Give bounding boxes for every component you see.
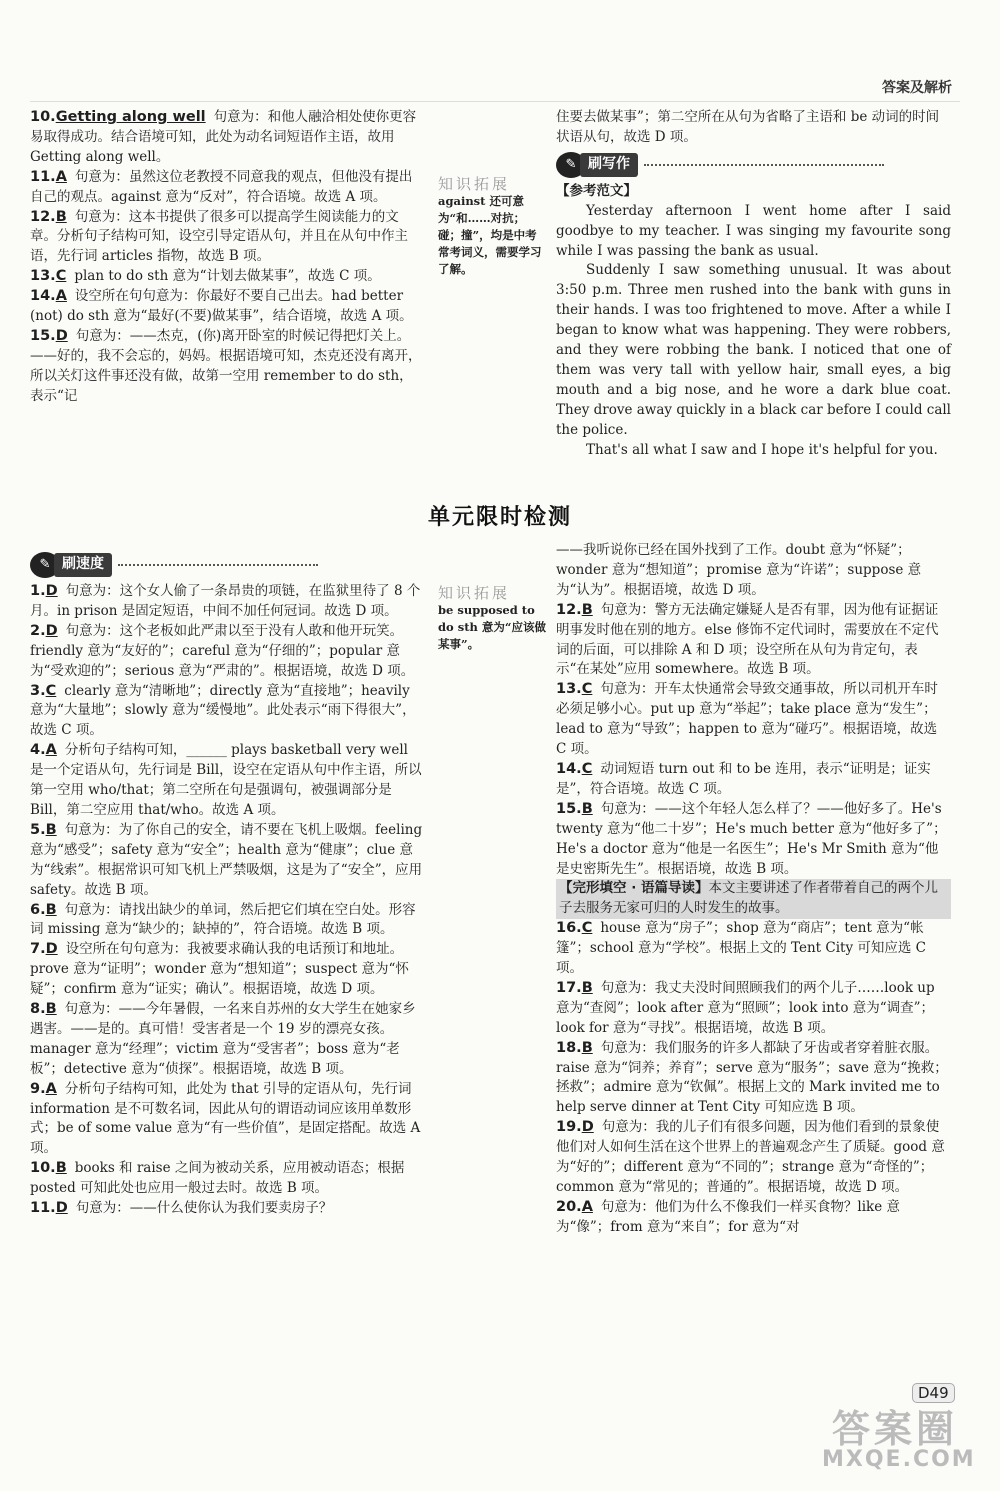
item-answer: B bbox=[55, 1160, 67, 1177]
item-answer: B bbox=[45, 821, 57, 838]
knowledge-title: 知识拓展 bbox=[438, 584, 511, 602]
item-number: 17. bbox=[556, 979, 582, 996]
item-explanation: plan to do sth 意为“计划去做某事”，故选 C 项。 bbox=[74, 268, 381, 285]
watermark-url: MXQE.COM bbox=[822, 1447, 976, 1472]
item-explanation: clearly 意为“清晰地”；directly 意为“直接地”；heavily 意为“大量地”；slowly 意为“缓慢地”。此处表示“雨下得很大”，故选 C 项。 bbox=[30, 682, 416, 739]
essay-paragraph: That's all what I saw and I hope it's helpful for you. bbox=[586, 441, 938, 458]
answer-item bbox=[556, 680, 951, 760]
item-answer: B bbox=[55, 208, 67, 225]
item-number: 13. bbox=[30, 268, 56, 285]
dotted-rule bbox=[118, 564, 318, 566]
answer-item bbox=[556, 919, 951, 979]
item-explanation: 分析句子结构可知，此处为 that 引导的定语从句，先行词 information 是不可数名词，因此从句的谓语动词应该用单数形式；be of some value 意为“有一些价值”，是固定搭配。故选 A 项。 bbox=[30, 1080, 421, 1157]
item-explanation: 句意为：——今年暑假，一名来自苏州的女大学生在她家乡遇害。——是的。真可惜！受害者是一个 19 岁的漂亮女孩。manager 意为“经理”；victim 意为“受害者”；boss 意为“老板”；detective 意为“侦探”。根据语境，故选 B 项。 bbox=[30, 1001, 416, 1077]
answer-item bbox=[556, 760, 951, 800]
answer-item bbox=[30, 821, 425, 901]
header-divider bbox=[30, 101, 960, 102]
bottom-right-items-b bbox=[556, 919, 951, 1238]
item-explanation: 句意为：请找出缺少的单词，然后把它们填在空白处。形容词 missing 意为“缺少的；缺掉的”，符合语境。故选 B 项。 bbox=[30, 901, 416, 938]
answer-item bbox=[30, 682, 425, 742]
item-number: 6. bbox=[30, 901, 46, 918]
item-answer: D bbox=[55, 327, 68, 344]
item-explanation: 句意为：这本书提供了很多可以提高学生阅读能力的文章。分析句子结构可知，设空引导定语从句，并且在从句中作主语，先行词 articles 指物，故选 B 项。 bbox=[30, 208, 408, 265]
item-explanation: 设空所在句句意为：我被要求确认我的电话预订和地址。prove 意为“证明”；wonder 意为“想知道”；suspect 意为“怀疑”；confirm 意为“证实；确认”。根据语境，故选 D 项。 bbox=[30, 941, 409, 998]
item-explanation: 动词短语 turn out 和 to be 连用，表示“证明是；证实是”，符合语境。故选 C 项。 bbox=[556, 760, 931, 797]
item-number: 19. bbox=[556, 1119, 582, 1136]
answer-item bbox=[30, 208, 425, 268]
writing-badge-label: 刷写作 bbox=[580, 153, 638, 177]
item-answer: A bbox=[55, 168, 67, 185]
item-answer: C bbox=[581, 920, 593, 937]
item-explanation: books 和 raise 之间为被动关系，应用被动语态；根据 posted 可知此处也应用一般过去时。故选 B 项。 bbox=[30, 1160, 405, 1197]
item-explanation: house 意为“房子”；shop 意为“商店”；tent 意为“帐篷”；school 意为“学校”。根据上文的 Tent City 可知应选 C 项。 bbox=[556, 920, 927, 977]
model-essay bbox=[556, 202, 951, 461]
reference-label: 【参考范文】 bbox=[556, 182, 637, 199]
cloze-guide-text: 本文主要讲述了作者带着自己的两个儿子去服务无家可归的人时发生的故事。 bbox=[559, 880, 939, 917]
answer-item bbox=[30, 741, 425, 821]
bottom-left-items bbox=[30, 582, 425, 1219]
knowledge-text: against 还可意为“和……对抗；碰；撞”，均是中考常考词义，需要学习了解。 bbox=[438, 194, 542, 276]
item-answer: A bbox=[55, 288, 67, 305]
knowledge-box-top bbox=[438, 176, 546, 278]
answer-item bbox=[30, 267, 425, 287]
answer-item bbox=[30, 582, 425, 622]
watermark-logo: 答案圈 bbox=[832, 1407, 959, 1451]
item-number: 4. bbox=[30, 742, 46, 759]
answer-item bbox=[556, 1198, 951, 1238]
header-title: 答案及解析 bbox=[882, 80, 952, 96]
bottom-right-items-a bbox=[556, 601, 951, 880]
item-answer: B bbox=[45, 1001, 57, 1018]
item-number: 2. bbox=[30, 622, 46, 639]
answer-item bbox=[30, 622, 425, 682]
item-answer: A bbox=[45, 742, 57, 759]
knowledge-box-bottom bbox=[438, 585, 546, 653]
item-explanation: 句意为：为了你自己的安全，请不要在飞机上吸烟。feeling 意为“感受”；safety 意为“安全”；health 意为“健康”；clue 意为“线索”。根据常识可知飞机上严禁吸烟，这是为了“安全”，应用 safety。故选 B 项。 bbox=[30, 821, 423, 898]
item-explanation: 句意为：和他人融洽相处使你更容易取得成功。结合语境可知，此处为动名词短语作主语，故用 Getting along well。 bbox=[30, 109, 417, 165]
item-number: 14. bbox=[556, 760, 582, 777]
page-number: D49 bbox=[912, 1383, 955, 1403]
pencil-icon: ✎ bbox=[556, 152, 586, 178]
answer-item bbox=[30, 108, 425, 168]
item-answer: D bbox=[45, 622, 58, 639]
item-number: 12. bbox=[556, 601, 582, 618]
item-answer: B bbox=[581, 601, 593, 618]
item-answer: A bbox=[45, 1080, 57, 1097]
bottom-left-column bbox=[30, 548, 425, 1219]
item-explanation: 句意为：虽然这位老教授不同意我的观点，但他没有提出自己的观点。against 意为“反对”，符合语境。故选 A 项。 bbox=[30, 168, 413, 205]
answer-item bbox=[30, 287, 425, 327]
item-answer: C bbox=[581, 681, 593, 698]
item-number: 14. bbox=[30, 288, 56, 305]
answer-item bbox=[30, 1199, 425, 1219]
item-explanation: 句意为：——杰克，(你)离开卧室的时候记得把灯关上。——好的，我不会忘的，妈妈。根据语境可知，杰克还没有离开，所以关灯这件事还没有做，故第一空用 remember to do sth，表示“记 bbox=[30, 327, 422, 404]
item-explanation: 句意为：——这个年轻人怎么样了？——他好多了。He's twenty 意为“他二十岁”；He's much better 意为“他好多了”；He's a doctor 意为“他是一名医生”；He's Mr Smith 意为“他是史密斯先生”。根据语境，故选 B 项。 bbox=[556, 800, 947, 877]
cloze-guide bbox=[556, 879, 951, 919]
answer-item bbox=[30, 1000, 425, 1080]
item-number: 1. bbox=[30, 583, 46, 599]
item-answer: Getting along well bbox=[55, 109, 206, 125]
item-number: 16. bbox=[556, 920, 582, 937]
bottom-right-column bbox=[556, 541, 951, 1238]
answer-item bbox=[556, 979, 951, 1039]
item-answer: D bbox=[55, 1200, 68, 1217]
answer-item bbox=[556, 1039, 951, 1119]
item-number: 10. bbox=[30, 1160, 56, 1177]
item-number: 9. bbox=[30, 1080, 46, 1097]
item-explanation: 句意为：开车太快通常会导致交通事故，所以司机开车时必须足够小心。put up 意为“举起”；take place 意为“发生”；lead to 意为“导致”；happen to 意为“碰巧”。根据语境，故选 C 项。 bbox=[556, 681, 938, 758]
item-explanation: 分析句子结构可知，______ plays basketball very well 是一个定语从句，先行词是 Bill，设空在定语从句中作主语，所以第一空用 who/that；第二空所在句是强调句，被强调部分是 Bill，第二空应用 that/who。故选 A 项。 bbox=[30, 742, 422, 818]
writing-badge bbox=[556, 152, 884, 178]
top-right-column bbox=[556, 108, 951, 461]
pencil-icon: ✎ bbox=[30, 552, 60, 578]
cloze-guide-title: 【完形填空 · 语篇导读】 bbox=[559, 880, 709, 897]
item-explanation: 句意为：他们为什么不像我们一样买食物？like 意为“像”；from 意为“来自”；for 意为“对 bbox=[556, 1198, 901, 1235]
item-answer: B bbox=[581, 979, 593, 996]
item-answer: D bbox=[581, 1119, 594, 1136]
continuation-text: 住要去做某事”；第二空所在从句为省略了主语和 be 动词的时间状语从句，故选 D 项。 bbox=[556, 109, 940, 145]
item-number: 15. bbox=[30, 327, 56, 344]
speed-badge-label: 刷速度 bbox=[54, 553, 112, 577]
top-left-column bbox=[30, 108, 425, 407]
item-number: 20. bbox=[556, 1198, 582, 1215]
item-answer: C bbox=[581, 760, 593, 777]
item-explanation: 句意为：我丈夫没时间照顾我们的两个儿子……look up 意为“查阅”；look after 意为“照顾”；look into 意为“调查”；look for 意为“寻找”。根据语境，故选 B 项。 bbox=[556, 979, 935, 1036]
item-explanation: 句意为：我们服务的许多人都缺了牙齿或者穿着脏衣服。raise 意为“饲养；养育”；serve 意为“服务”；save 意为“挽救；拯救”；admire 意为“钦佩”。根据上文的 Mark invited me to help serve dinner at Tent City 可知应选 B 项。 bbox=[556, 1039, 948, 1116]
item-number: 13. bbox=[556, 681, 582, 698]
answer-item bbox=[556, 601, 951, 681]
item-number: 18. bbox=[556, 1039, 582, 1056]
continuation-text: ——我听说你已经在国外找到了工作。doubt 意为“怀疑”；wonder 意为“想知道”；promise 意为“许诺”；suppose 意为“认为”。根据语境，故选 D 项。 bbox=[556, 542, 922, 598]
item-explanation: 句意为：这个女人偷了一条昂贵的项链，在监狱里待了 8 个月。in prison 是固定短语，中间不加任何冠词。故选 D 项。 bbox=[30, 583, 421, 619]
knowledge-title: 知识拓展 bbox=[438, 175, 511, 193]
section-title: 单元限时检测 bbox=[427, 505, 572, 530]
item-answer: D bbox=[45, 941, 58, 958]
answer-item bbox=[556, 800, 951, 880]
item-explanation: 句意为：我的儿子们有很多问题，因为他们看到的景象使他们对人如何生活在这个世界上的普遍观念产生了质疑。good 意为“好的”；different 意为“不同的”；strange 意为“奇怪的”；common 意为“常见的；普通的”。根据语境，故选 D 项。 bbox=[556, 1119, 945, 1195]
answer-item bbox=[30, 940, 425, 1000]
item-number: 5. bbox=[30, 821, 46, 838]
item-number: 10. bbox=[30, 109, 56, 125]
answer-item bbox=[30, 1159, 425, 1199]
item-number: 12. bbox=[30, 208, 56, 225]
answer-item bbox=[30, 1080, 425, 1160]
item-answer: C bbox=[45, 682, 57, 699]
answer-item bbox=[30, 327, 425, 407]
item-answer: D bbox=[45, 583, 58, 599]
item-number: 11. bbox=[30, 168, 56, 185]
answer-item bbox=[30, 168, 425, 208]
item-answer: A bbox=[581, 1198, 593, 1215]
answer-item bbox=[30, 901, 425, 941]
item-answer: C bbox=[55, 268, 67, 285]
item-answer: B bbox=[581, 800, 593, 817]
item-explanation: 句意为：这个老板如此严肃以至于没有人敢和他开玩笑。friendly 意为“友好的”；careful 意为“仔细的”；popular 意为“受欢迎的”；serious 意为“严肃的”。根据语境，故选 D 项。 bbox=[30, 622, 415, 679]
item-number: 11. bbox=[30, 1200, 56, 1217]
item-number: 15. bbox=[556, 800, 582, 817]
essay-paragraph: Yesterday afternoon I went home after I said goodbye to my teacher. I was singing my favourite song while I was passing the bank as usual. bbox=[556, 202, 951, 259]
knowledge-text: be supposed to do sth 意为“应该做某事”。 bbox=[438, 603, 546, 651]
item-answer: B bbox=[45, 901, 57, 918]
item-explanation: 设空所在句句意为：你最好不要自己出去。had better (not) do sth 意为“最好(不要)做某事”，结合语境，故选 A 项。 bbox=[30, 288, 413, 325]
item-explanation: 句意为：警方无法确定嫌疑人是否有罪，因为他有证据证明事发时他在别的地方。else 修饰不定代词时，需要放在不定代词的后面，可以排除 A 和 D 项；设空所在从句为肯定句，表示“在某处”应用 somewhere。故选 B 项。 bbox=[556, 601, 939, 678]
answer-item bbox=[556, 1118, 951, 1198]
item-explanation: 句意为：——什么使你认为我们要卖房子？ bbox=[75, 1200, 333, 1217]
item-number: 8. bbox=[30, 1001, 46, 1018]
item-number: 3. bbox=[30, 682, 46, 699]
essay-paragraph: Suddenly I saw something unusual. It was about 3:50 p.m. Three men rushed into the bank with guns in their hands. I was too frightened to move. After a while I began to know what was happening. They were robbers, and they were robbing the bank. I noticed that one of them was very tall with yellow hair, small eyes, a big mouth and a big nose, and he wore a dark blue coat. They drove away quickly in a black car before I could call the police. bbox=[556, 262, 951, 438]
item-number: 7. bbox=[30, 941, 46, 958]
dotted-rule bbox=[644, 164, 884, 166]
item-answer: B bbox=[581, 1039, 593, 1056]
speed-badge bbox=[30, 552, 318, 578]
